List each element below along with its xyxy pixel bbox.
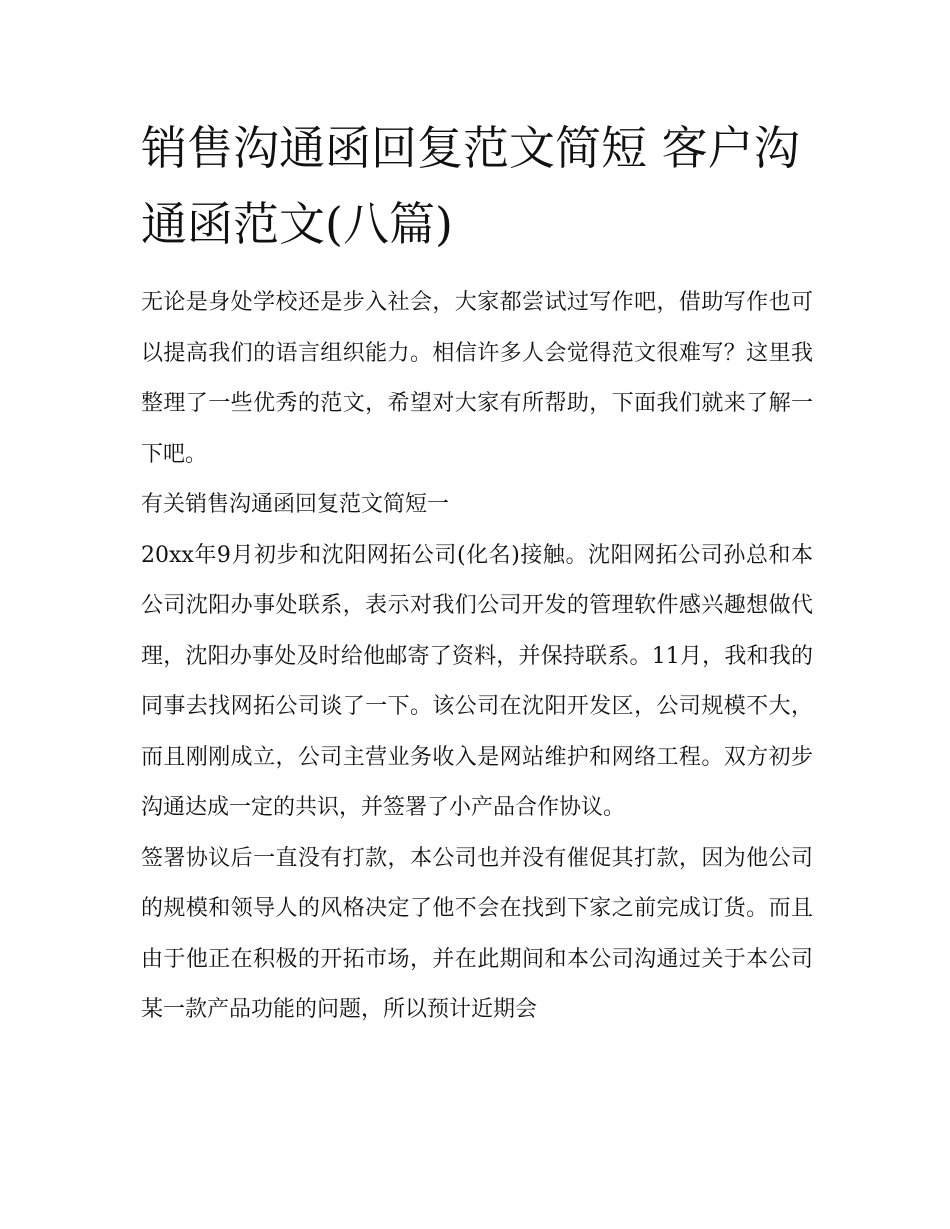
- intro-paragraph: 无论是身处学校还是步入社会，大家都尝试过写作吧，借助写作也可以提高我们的语言组织能力。相信许多人会觉得范文很难写？这里我整理了一些优秀的范文，希望对大家有所帮助，下面我们就来了解一下吧。: [141, 290, 813, 467]
- body-paragraph: 20xx年9月初步和沈阳网拓公司(化名)接触。沈阳网拓公司孙总和本公司沈阳办事处联系，表示对我们公司开发的管理软件感兴趣想做代理，沈阳办事处及时给他邮寄了资料，并保持联系。11月，我和我的同事去找网拓公司谈了一下。该公司在沈阳开发区，公司规模不大，而且刚刚成立，公司主营业务收入是网站维护和网络工程。双方初步沟通达成一定的共识，并签署了小产品合作协议。: [141, 542, 813, 820]
- document-body: [141, 278, 813, 1036]
- body-paragraph: 签署协议后一直没有打款，本公司也并没有催促其打款，因为他公司的规模和领导人的风格决定了他不会在找到下家之前完成订货。而且由于他正在积极的开拓市场，并在此期间和本公司沟通过关于本公司某一款产品功能的问题，所以预计近期会: [141, 845, 813, 1022]
- section-heading: 有关销售沟通函回复范文简短一: [141, 492, 450, 517]
- document-title: 销售沟通函回复范文简短 客户沟通函范文(八篇): [141, 121, 800, 251]
